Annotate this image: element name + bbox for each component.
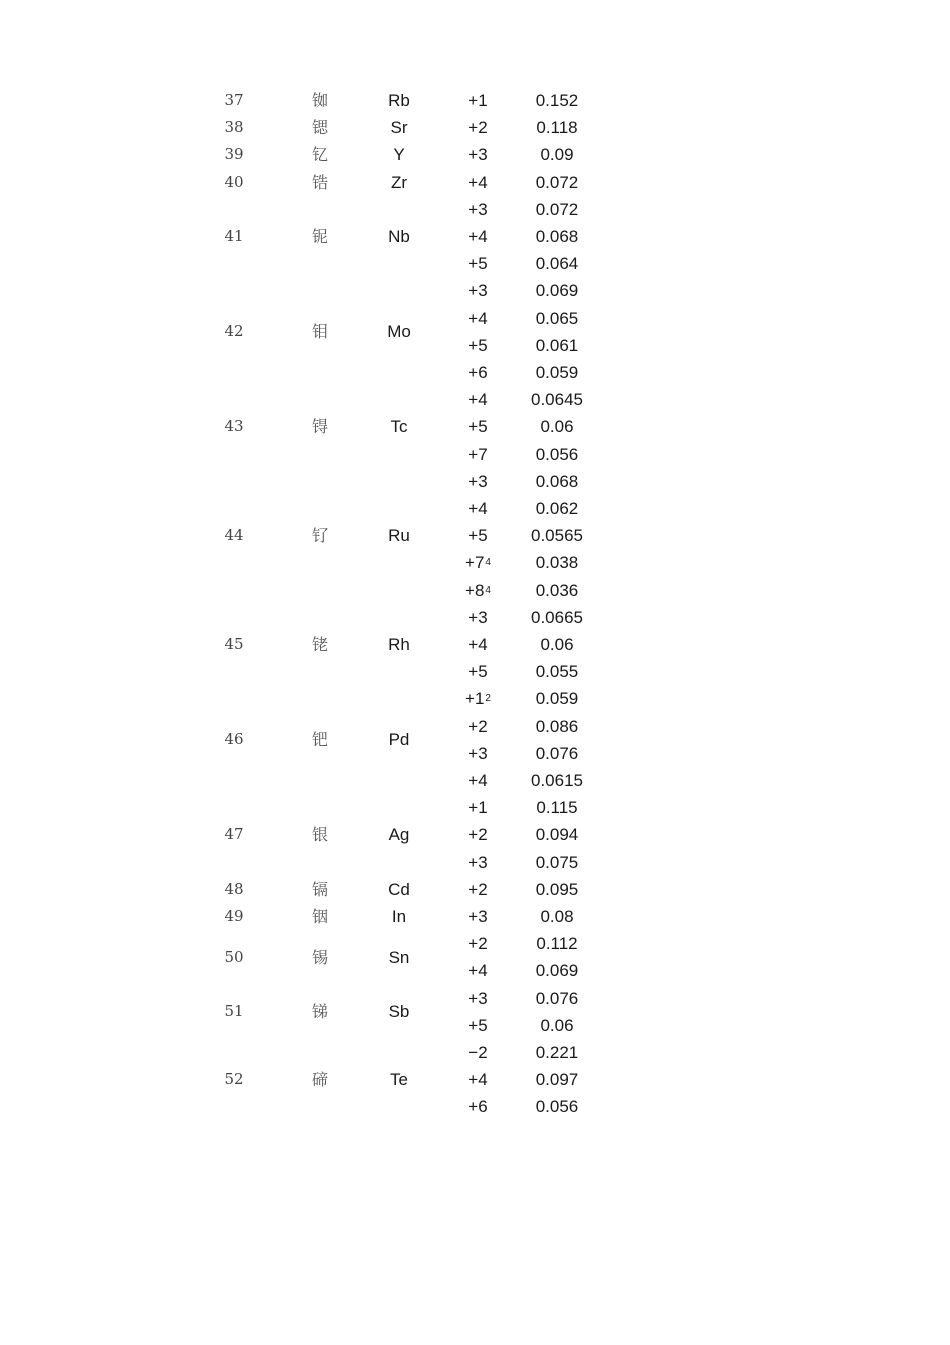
atomic-number: 41 [224,227,244,246]
atomic-number: 47 [224,825,244,844]
element-group [0,386,950,468]
element-symbol: Rb [388,91,410,111]
charge-value: +4 [468,634,488,654]
element-group [0,141,950,168]
charge-value: +3 [468,471,488,491]
charge-value: +1 [468,798,488,818]
ionic-radius: 0.062 [535,498,579,518]
element-chinese-name: 铷 [311,91,328,111]
element-symbol: Sb [388,1002,410,1022]
oxidation-state [455,767,501,794]
ionic-radius: 0.068 [535,471,579,491]
footnote-marker: 4 [485,557,491,569]
element-symbol: Mo [387,322,411,342]
element-symbol: Zr [390,172,408,192]
oxidation-state [455,468,501,495]
ionic-radius: 0.08 [540,907,574,926]
charge-value: +4 [468,770,488,790]
charge-value: +5 [468,526,488,546]
ionic-radius: 0.072 [535,199,579,219]
charge-value: +4 [468,498,488,518]
oxidation-state [455,386,501,413]
charge-value: +7 [465,553,485,573]
element-chinese-name: 钯 [311,730,328,750]
element-group [0,87,950,114]
element-group [0,985,950,1039]
ionic-radius: 0.069 [535,961,579,981]
element-group [0,794,950,876]
element-chinese-name: 钌 [311,526,328,546]
footnote-marker: 2 [485,693,491,705]
element-chinese-name: 铌 [311,227,328,247]
charge-value: +4 [468,1070,488,1090]
ionic-radius: 0.056 [535,1097,579,1117]
oxidation-state [455,359,501,386]
element-symbol: Ru [388,526,410,546]
element-symbol: Pd [388,730,410,750]
element-group [0,930,950,984]
oxidation-state [455,658,501,685]
charge-value: +3 [468,743,488,763]
atomic-number: 42 [224,322,244,341]
ionic-radius: 0.075 [535,852,579,872]
oxidation-state [455,794,501,821]
element-symbol: Nb [388,227,410,247]
ionic-radius: 0.069 [535,281,579,301]
oxidation-state [455,1093,501,1120]
ionic-radius: 0.097 [535,1070,579,1090]
ionic-radius: 0.076 [535,988,579,1008]
element-chinese-name: 铟 [311,907,328,927]
charge-value: +1 [468,91,488,110]
oxidation-state [455,985,501,1012]
charge-value: +2 [468,934,488,954]
oxidation-state [455,549,501,576]
element-chinese-name: 锝 [311,417,328,437]
charge-value: +3 [468,145,488,165]
ionic-radius: 0.118 [536,118,578,138]
ionic-radius: 0.076 [535,743,579,763]
element-chinese-name: 碲 [311,1070,328,1090]
ionic-radius: 0.112 [536,934,578,954]
ionic-radius: 0.0615 [531,770,583,790]
element-group [0,903,950,930]
oxidation-state [455,1039,501,1066]
ionic-radius: 0.152 [535,91,579,110]
element-chinese-name: 锑 [311,1002,328,1022]
charge-value: +4 [468,961,488,981]
atomic-number: 46 [224,730,244,749]
ionic-radius: 0.0565 [531,526,583,546]
oxidation-state [455,631,501,658]
oxidation-state [455,903,501,930]
oxidation-state [455,930,501,957]
oxidation-state [455,685,501,712]
ionic-radius: 0.059 [535,362,579,382]
atomic-number: 38 [224,118,244,137]
element-symbol: Y [393,145,405,165]
atomic-number: 44 [224,526,244,545]
element-group [0,604,950,686]
atomic-number: 43 [224,417,244,436]
element-symbol: Te [390,1070,408,1090]
atomic-number: 51 [224,1002,244,1021]
charge-value: +3 [468,907,488,926]
oxidation-state [455,441,501,468]
charge-value: +8 [465,580,485,600]
element-group [0,169,950,196]
element-chinese-name: 镉 [311,879,328,899]
charge-value: +5 [468,1015,488,1035]
atomic-number: 50 [224,947,244,966]
ionic-radius: 0.115 [536,798,578,818]
ionic-radius: 0.072 [535,172,579,192]
ionic-radius: 0.055 [535,662,579,682]
element-chinese-name: 钇 [311,145,328,165]
oxidation-state [455,87,501,114]
oxidation-state [455,169,501,196]
charge-value: +2 [468,879,488,899]
oxidation-state [455,223,501,250]
element-symbol: Tc [390,417,408,437]
element-group [0,685,950,794]
element-chinese-name: 钼 [311,322,328,342]
oxidation-state [455,713,501,740]
element-chinese-name: 铑 [311,635,328,655]
oxidation-state [455,849,501,876]
element-group [0,876,950,903]
oxidation-state [455,141,501,168]
ionic-radius: 0.221 [535,1043,579,1062]
ionic-radius: 0.094 [535,825,579,845]
oxidation-state [455,957,501,984]
oxidation-state [455,277,501,304]
element-group [0,277,950,386]
charge-value: +5 [468,417,488,437]
charge-value: +6 [468,362,488,382]
element-group [0,196,950,278]
oxidation-state [455,522,501,549]
charge-value: +5 [468,335,488,355]
element-symbol: Cd [388,879,410,899]
ionic-radius: 0.09 [540,145,574,165]
oxidation-state [455,821,501,848]
element-group [0,468,950,604]
atomic-number: 37 [224,91,244,110]
ionic-radius: 0.068 [535,226,579,246]
charge-value: +4 [468,308,488,328]
element-chinese-name: 银 [311,825,328,845]
element-symbol: Rh [388,635,410,655]
oxidation-state [455,332,501,359]
charge-value: +7 [468,444,488,464]
ionic-radius: 0.0665 [531,607,583,627]
ionic-radius: 0.036 [535,580,579,600]
element-symbol: Sn [388,947,410,967]
ionic-radius: 0.056 [535,444,579,464]
charge-value: +2 [468,118,488,138]
element-chinese-name: 锡 [311,947,328,967]
charge-value: +4 [468,390,488,410]
oxidation-state [455,740,501,767]
charge-value: +3 [468,607,488,627]
element-symbol: Sr [390,118,408,138]
atomic-number: 40 [224,172,244,191]
ionic-radius: 0.0645 [531,390,583,410]
ionic-radius: 0.061 [535,335,579,355]
atomic-number: 52 [224,1070,244,1089]
element-symbol: In [391,907,407,927]
charge-value: +2 [468,716,488,736]
oxidation-state [455,577,501,604]
ionic-radius: 0.059 [535,689,579,709]
oxidation-state [455,604,501,631]
charge-value: +1 [465,689,485,709]
ionic-radius: 0.095 [535,879,579,899]
ionic-radius: 0.064 [535,254,579,274]
charge-value: +5 [468,254,488,274]
oxidation-state [455,250,501,277]
ionic-radius: 0.065 [535,308,579,328]
charge-value: +5 [468,662,488,682]
oxidation-state [455,413,501,440]
charge-value: +3 [468,199,488,219]
ionic-radius: 0.06 [540,634,574,654]
element-group [0,1039,950,1121]
charge-value: +3 [468,281,488,301]
element-chinese-name: 锶 [311,118,328,138]
element-group [0,114,950,141]
ionic-radius: 0.06 [540,417,574,437]
atomic-number: 48 [224,879,244,898]
oxidation-state [455,114,501,141]
oxidation-state [455,1066,501,1093]
ionic-radius: 0.086 [535,716,579,736]
charge-value: +6 [468,1097,488,1117]
ionic-radius: 0.06 [540,1015,574,1035]
oxidation-state [455,1012,501,1039]
oxidation-state [455,876,501,903]
element-chinese-name: 锆 [311,172,328,192]
atomic-number: 45 [224,635,244,654]
atomic-number: 39 [224,145,244,164]
charge-value: +2 [468,825,488,845]
element-symbol: Ag [388,825,410,845]
oxidation-state [455,305,501,332]
charge-value: +4 [468,172,488,192]
ionic-radius: 0.038 [535,553,579,573]
charge-value: +3 [468,988,488,1008]
oxidation-state [455,196,501,223]
atomic-number: 49 [224,907,244,926]
charge-value: −2 [468,1043,488,1062]
footnote-marker: 4 [485,584,491,596]
charge-value: +3 [468,852,488,872]
charge-value: +4 [468,226,488,246]
oxidation-state [455,495,501,522]
